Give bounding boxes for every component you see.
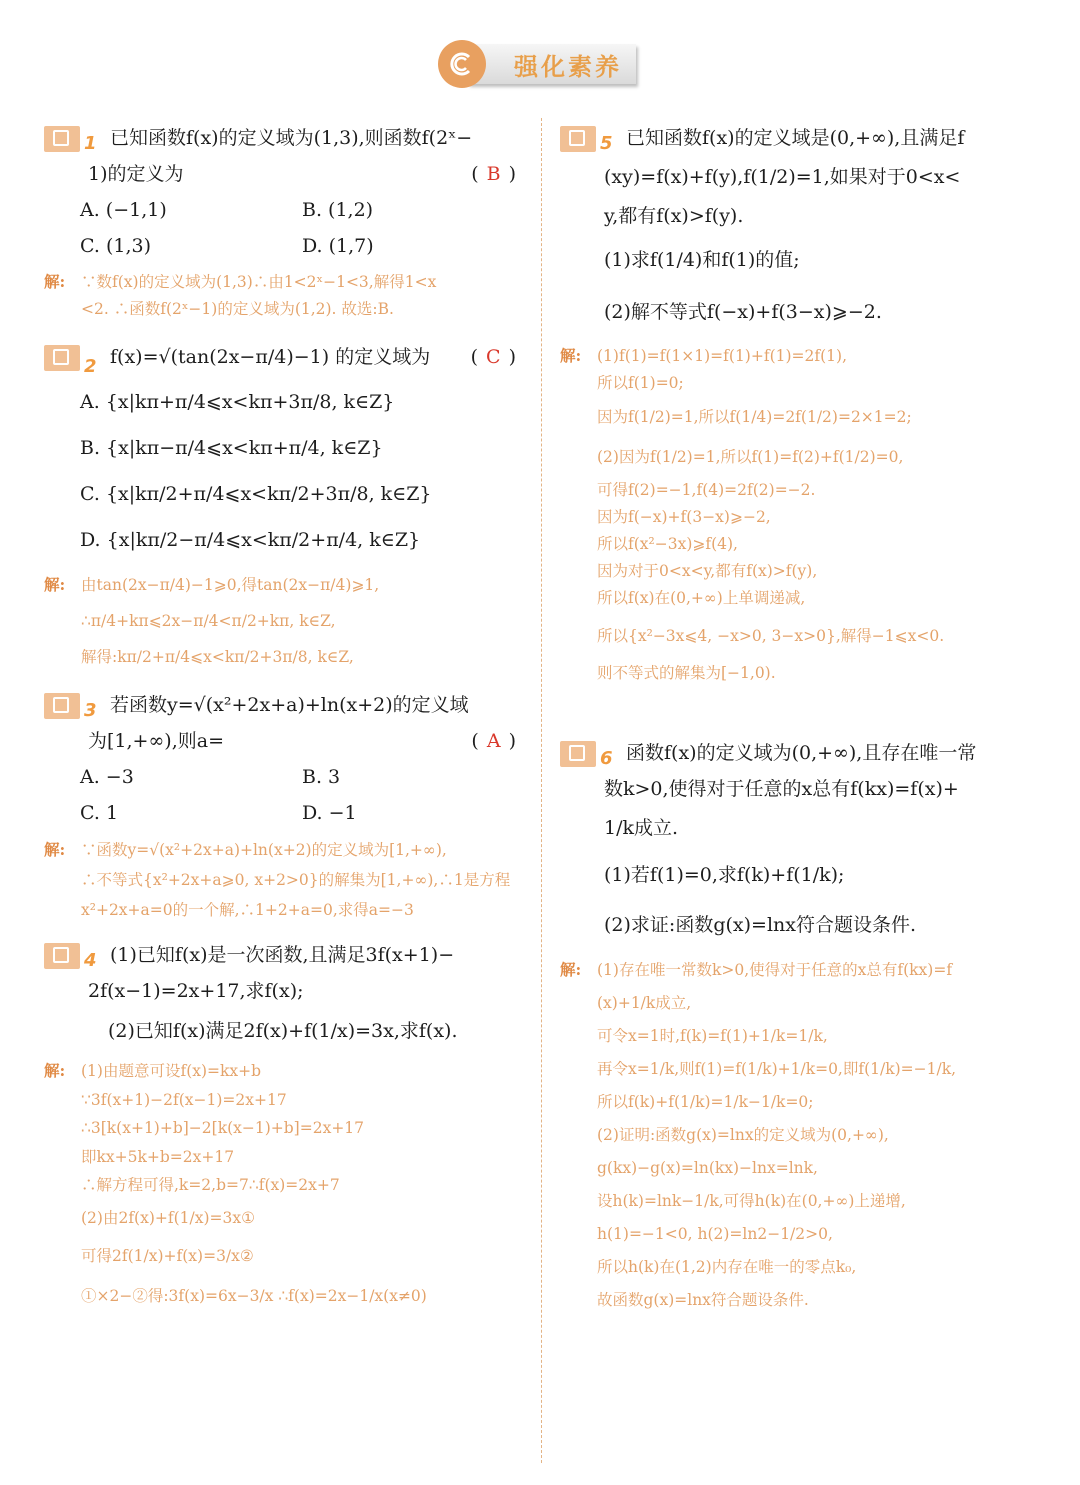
option-c: C. {x|kπ/2+π/4⩽x<kπ/2+3π/8, k∈Z} bbox=[80, 483, 432, 505]
problem-6-tag-icon: 6 bbox=[560, 741, 620, 767]
section-header bbox=[438, 38, 643, 90]
option-a: A. −3 bbox=[80, 766, 134, 788]
problem-2-options bbox=[44, 379, 528, 563]
problem-1-solution: 解: ∵数f(x)的定义域为(1,3)∴由1<2ˣ−1<3,解得1<x <2. ∴函数f(2ˣ−1)的定义域为(1,2). 故选:B. bbox=[44, 272, 437, 318]
left-column bbox=[44, 120, 528, 1328]
problem-6 bbox=[560, 735, 1040, 1317]
problem-3-options bbox=[44, 759, 528, 831]
option-a: A. (−1,1) bbox=[80, 199, 167, 221]
problem-5-tag-icon: 5 bbox=[560, 126, 620, 152]
problem-2-stem: 2 f(x)=√(tan(2x−π/4)−1) 的定义域为 ( C ) bbox=[44, 335, 528, 379]
problem-4-solution: 解: (1)由题意可设f(x)=kx+b ∵3f(x+1)−2f(x−1)=2x+17 ∴3[k(x+1)+b]−2[k(x−1)+b]=2x+17 即kx+5k+b=2x+17 ∴解方程可得,k=2,b=7∴f(x)=2x+7 (2)由2f(x)+f(1/x)=3x① 可得2f(1/x)+f(x)=3/x② ①×2−②得:3f(x)=6x−3/x ∴f(x)=2x−1/x(x≠0) bbox=[44, 1061, 427, 1305]
problem-6-solution: 解: (1)存在唯一常数k>0,使得对于任意的x总有f(kx)=f (x)+1/k成立, 可令x=1时,f(k)=f(1)+1/k=1/k, 再令x=1/k,则f(1)=f(1/k)+1/k=0,即f(1/k)=−1/k, 所以f(k)+f(1/k)=1/k−1/k=0; (2)证明:函数g(x)=lnx的定义域为(0,+∞), g(kx)−g(x)=ln(kx)−lnx=lnk, 设h(k)=lnk−1/k,可得h(k)在(0,+∞)上递增, h(1)=−1<0, h(2)=ln2−1/2>0, 所以h(k)在(1,2)内存在唯一的零点k₀, 故函数g(x)=lnx符合题设条件. bbox=[560, 960, 957, 1309]
column-divider bbox=[541, 118, 542, 1463]
problem-4-stem: 4 (1)已知f(x)是一次函数,且满足3f(x+1)− 2f(x−1)=2x+17,求f(x); (2)已知f(x)满足2f(x)+f(1/x)=3x,求f(x). bbox=[44, 937, 528, 1053]
problem-3-solution: 解: ∵函数y=√(x²+2x+a)+ln(x+2)的定义域为[1,+∞), ∴不等式{x²+2x+a⩾0, x+2>0}的解集为[1,+∞),∴1是方程 x²+2x+a=0的一个解,∴1+2+a=0,求得a=−3 bbox=[44, 840, 511, 919]
option-b: B. (1,2) bbox=[302, 199, 374, 221]
problem-2-solution: 解: 由tan(2x−π/4)−1⩾0,得tan(2x−π/4)⩾1, ∴π/4+kπ⩽2x−π/4<π/2+kπ, k∈Z, 解得:kπ/2+π/4⩽x<kπ/2+3π/8, k∈Z, bbox=[44, 575, 380, 666]
option-d: D. (1,7) bbox=[302, 235, 374, 257]
header-title: 强化素养 bbox=[514, 53, 622, 81]
problem-5 bbox=[560, 120, 1040, 687]
option-a: A. {x|kπ+π/4⩽x<kπ+3π/8, k∈Z} bbox=[80, 391, 395, 413]
option-b: B. 3 bbox=[302, 766, 341, 788]
option-d: D. {x|kπ/2−π/4⩽x<kπ/2+π/4, k∈Z} bbox=[80, 529, 421, 551]
option-c: C. (1,3) bbox=[80, 235, 151, 257]
problem-2-tag-icon: 2 bbox=[44, 345, 104, 371]
right-column bbox=[560, 120, 1040, 1329]
problem-1-tag-icon: 1 bbox=[44, 126, 104, 152]
problem-2 bbox=[44, 335, 528, 675]
problem-5-stem: 5 已知函数f(x)的定义域是(0,+∞),且满足f (xy)=f(x)+f(y),f(1/2)=1,如果对于0<x< y,都有f(x)>f(y). (1)求f(1/4)和f(1)的值; (2)解不等式f(−x)+f(3−x)⩾−2. bbox=[560, 120, 1040, 338]
option-b: B. {x|kπ−π/4⩽x<kπ+π/4, k∈Z} bbox=[80, 437, 383, 459]
problem-2-answer: ( C ) bbox=[470, 346, 516, 368]
option-c: C. 1 bbox=[80, 802, 119, 824]
problem-3 bbox=[44, 687, 528, 925]
problem-3-stem: 3 若函数y=√(x²+2x+a)+ln(x+2)的定义域 为[1,+∞),则a= ( A ) bbox=[44, 687, 528, 759]
header-logo-icon bbox=[438, 40, 486, 88]
problem-5-solution: 解: (1)f(1)=f(1×1)=f(1)+f(1)=2f(1), 所以f(1)=0; 因为f(1/2)=1,所以f(1/4)=2f(1/2)=2×1=2; (2)因为f(1/2)=1,所以f(1)=f(2)+f(1/2)=0, 可得f(2)=−1,f(4)=2f(2)=−2. 因为f(−x)+f(3−x)⩾−2, 所以f(x²−3x)⩾f(4), 因为对于0<x<y,都有f(x)>f(y), 所以f(x)在(0,+∞)上单调递减, 所以{x²−3x⩽4, −x>0, 3−x>0},解得−1⩽x<0. 则不等式的解集为[−1,0). bbox=[560, 346, 945, 682]
problem-1-stem: 1 已知函数f(x)的定义域为(1,3),则函数f(2ˣ− 1)的定义为 ( B ) bbox=[44, 120, 528, 192]
problem-1 bbox=[44, 120, 528, 323]
option-d: D. −1 bbox=[302, 802, 357, 824]
problem-4-tag-icon: 4 bbox=[44, 943, 104, 969]
problem-1-options bbox=[44, 192, 528, 264]
problem-3-tag-icon: 3 bbox=[44, 693, 104, 719]
problem-1-answer: ( B ) bbox=[471, 163, 516, 185]
problem-4 bbox=[44, 937, 528, 1316]
problem-3-answer: ( A ) bbox=[471, 730, 516, 752]
problem-6-stem: 6 函数f(x)的定义域为(0,+∞),且存在唯一常 数k>0,使得对于任意的x总有f(kx)=f(x)+ 1/k成立. (1)若f(1)=0,求f(k)+f(1/k); (2)求证:函数g(x)=lnx符合题设条件. bbox=[560, 735, 1040, 949]
